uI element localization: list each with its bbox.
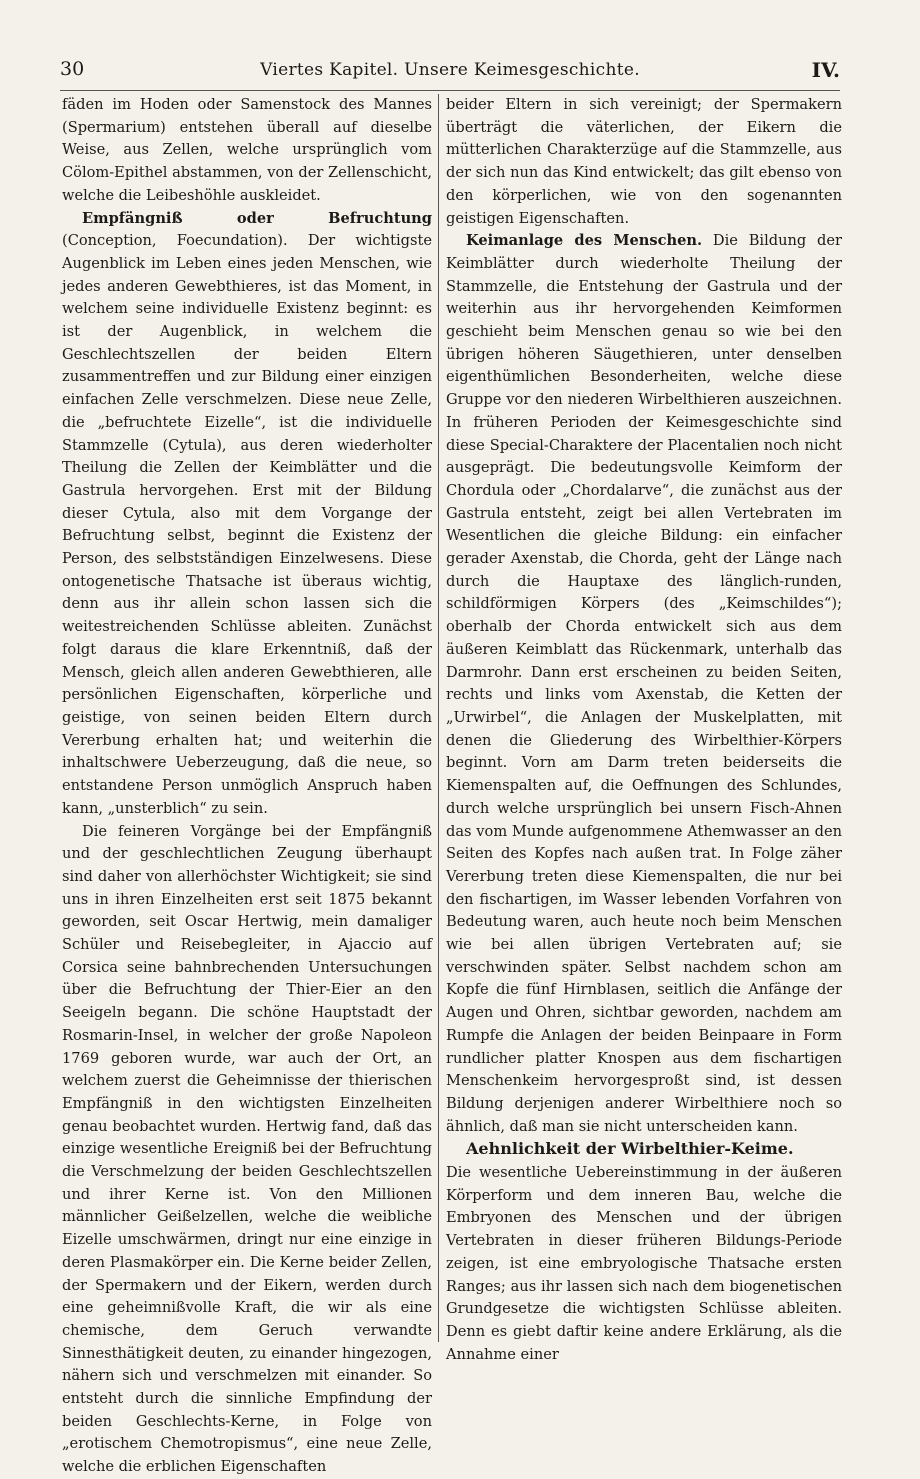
running-title: Viertes Kapitel. Unsere Keimesgeschichte. [260, 60, 640, 80]
paragraph-text: Die Bildung der Keimblätter durch wiederholte Theilung der Stammzelle, die Entstehung der Gastrula und der weiterhin aus ihr hervorgehenden Keimformen geschieht beim Menschen genau so wie bei den übrigen höheren Säugethieren, unter denselben eigenthümlichen Besonderheiten, welche diese Gruppe vor den niederen Wirbelthieren auszeichnen. In früheren Perioden der Keimesgeschichte sind diese Special-Charaktere der Placentalien noch nicht ausgeprägt. Die bedeutungsvolle Keimform der Chordula oder „Chordalarve“, die zunächst aus der Gastrula entsteht, zeigt bei allen Vertebraten im Wesentlichen die gleiche Bildung: ein einfacher gerader Axenstab, die Chorda, geht der Länge nach durch die Hauptaxe des länglich-runden, schildförmigen Körpers (des „Keimschildes“); oberhalb der Chorda entwickelt sich aus dem äußeren Keimblatt das Rückenmark, unterhalb das Darmrohr. Dann erst erscheinen zu beiden Seiten, rechts und links vom Axenstab, die Ketten der „Urwirbel“, die Anlagen der Muskelplatten, mit denen die Gliederung des Wirbelthier-Körpers beginnt. Vorn am Darm treten beiderseits die Kiemenspalten auf, die Oeffnungen des Schlundes, durch welche ursprünglich bei unsern Fisch-Ahnen das vom Munde aufgenommene Athemwasser an den Seiten des Kopfes nach außen trat. In Folge zäher Vererbung treten diese Kiemenspalten, die nur bei den fischartigen, im Wasser lebenden Vorfahren von Bedeutung waren, auch heute noch beim Menschen wie bei allen übrigen Vertebraten auf; sie verschwinden später. Selbst nachdem schon am Kopfe die fünf Hirnblasen, seitlich die Anfänge der Augen und Ohren, sichtbar geworden, nachdem am Rumpfe die Anlagen der beiden Beinpaare in Form rundlicher platter Knospen aus dem fischartigen Menschenkeim hervorgesproßt sind, ist dessen Bildung derjenigen anderer Wirbelthiere noch so ähnlich, daß man sie nicht unterscheiden kann. [446, 232, 842, 1135]
section-heading-line [446, 1138, 842, 1162]
paragraph: Die wesentliche Uebereinstimmung in der äußeren Körperform und dem inneren Bau, welche die Embryonen des Menschen und der übrigen Vertebraten in dieser früheren Bildungs-Periode zeigen, ist eine embryologische Thatsache ersten Ranges; aus ihr lassen sich nach dem biogenetischen Grundgesetze die wichtigsten Schlüsse ableiten. Denn es giebt daftir keine andere Erklärung, als die Annahme einer [446, 1164, 842, 1363]
paragraph: Die feineren Vorgänge bei der Empfängniß und der geschlechtlichen Zeugung überhaupt sind daher von allerhöchster Wichtigkeit; sie sind uns in ihren Einzelheiten erst seit 1875 bekannt geworden, seit Oscar Hertwig, mein damaliger Schüler und Reisebegleiter, in Ajaccio auf Corsica seine bahnbrechenden Untersuchungen über die Befruchtung der Thier-Eier an den Seeigeln begann. Die schöne Hauptstadt der Rosmarin-Insel, in welcher der große Napoleon 1769 geboren wurde, war auch der Ort, an welchem zuerst die Geheimnisse der thierischen Empfängniß in den wichtigsten Einzelheiten genau beobachtet wurden. Hertwig fand, daß das einzige wesentliche Ereigniß bei der Befruchtung die Verschmelzung der beiden Geschlechtszellen und ihrer Kerne ist. Von den Millionen männlicher Geißelzellen, welche die weibliche Eizelle umschwärmen, dringt nur eine einzige in deren Plasmakörper ein. Die Kerne beider Zellen, der Spermakern und der Eikern, werden durch eine geheimnißvolle Kraft, die wir als eine chemische, dem Geruch verwandte Sinnesthätigkeit deuten, zu einander hingezogen, nähern sich und verschmelzen mit einander. So entsteht durch die sinnliche Empfindung der beiden Geschlechts-Kerne, in Folge von „erotischem Chemotropismus“, eine neue Zelle, welche die erblichen Eigenschaften [62, 822, 432, 1476]
paragraph [446, 230, 842, 1138]
paragraph-text: (Conception, Foecundation). Der wichtigste Augenblick im Leben eines jeden Menschen, wie jedes anderen Gewebthieres, ist das Moment, in welchem seine individuelle Existenz beginnt: es ist der Augenblick, in welchem die Geschlechtszellen der beiden Eltern zusammentreffen und zur Bildung einer einzigen einfachen Zelle verschmelzen. Diese neue Zelle, die „befruchtete Eizelle“, ist die individuelle Stammzelle (Cytula), aus deren wiederholter Theilung die Zellen der Keimblätter und die Gastrula hervorgehen. Erst mit der Bildung dieser Cytula, also mit dem Vorgange der Befruchtung selbst, beginnt die Existenz der Person, des selbstständigen Einzelwesens. Diese ontogenetische Thatsache ist überaus wichtig, denn aus ihr allein schon lassen sich die weitestreichenden Schlüsse ableiten. Zunächst folgt daraus die klare Erkenntniß, daß der Mensch, gleich allen anderen Gewebthieren, alle persönlichen Eigenschaften, körperliche und geistige, von seinen beiden Eltern durch Vererbung erhalten hat; und weiterhin die inhaltschwere Ueberzeugung, daß die neue, so entstandene Person unmöglich Anspruch haben kann, „unsterblich“ zu sein. [62, 232, 432, 817]
header-rule [60, 90, 840, 91]
paragraph: beider Eltern in sich vereinigt; der Spermakern überträgt die väterlichen, der Eikern die mütterlichen Charakterzüge auf die Stammzelle, aus der sich nun das Kind entwickelt; das gilt ebenso von den körperlichen, wie von den sogenannten geistigen Eigenschaften. [446, 96, 842, 227]
section-heading: Aehnlichkeit der Wirbelthier-Keime. [466, 1139, 794, 1159]
left-column [62, 94, 432, 1476]
running-header [60, 58, 840, 86]
section-heading: Keimanlage des Menschen. [466, 232, 703, 250]
right-column [446, 94, 842, 1363]
column-divider [438, 94, 439, 1342]
page-number: 30 [60, 58, 85, 80]
section-heading: Empfängniß oder Befruchtung [82, 209, 432, 227]
chapter-numeral: IV. [811, 58, 840, 82]
paragraph [62, 208, 432, 821]
paragraph: fäden im Hoden oder Samenstock des Mannes (Spermarium) entstehen überall auf dieselbe Weise, aus Zellen, welche ursprünglich vom Cölom-Epithel abstammen, von der Zellenschicht, welche die Leibeshöhle auskleidet. [62, 96, 432, 204]
